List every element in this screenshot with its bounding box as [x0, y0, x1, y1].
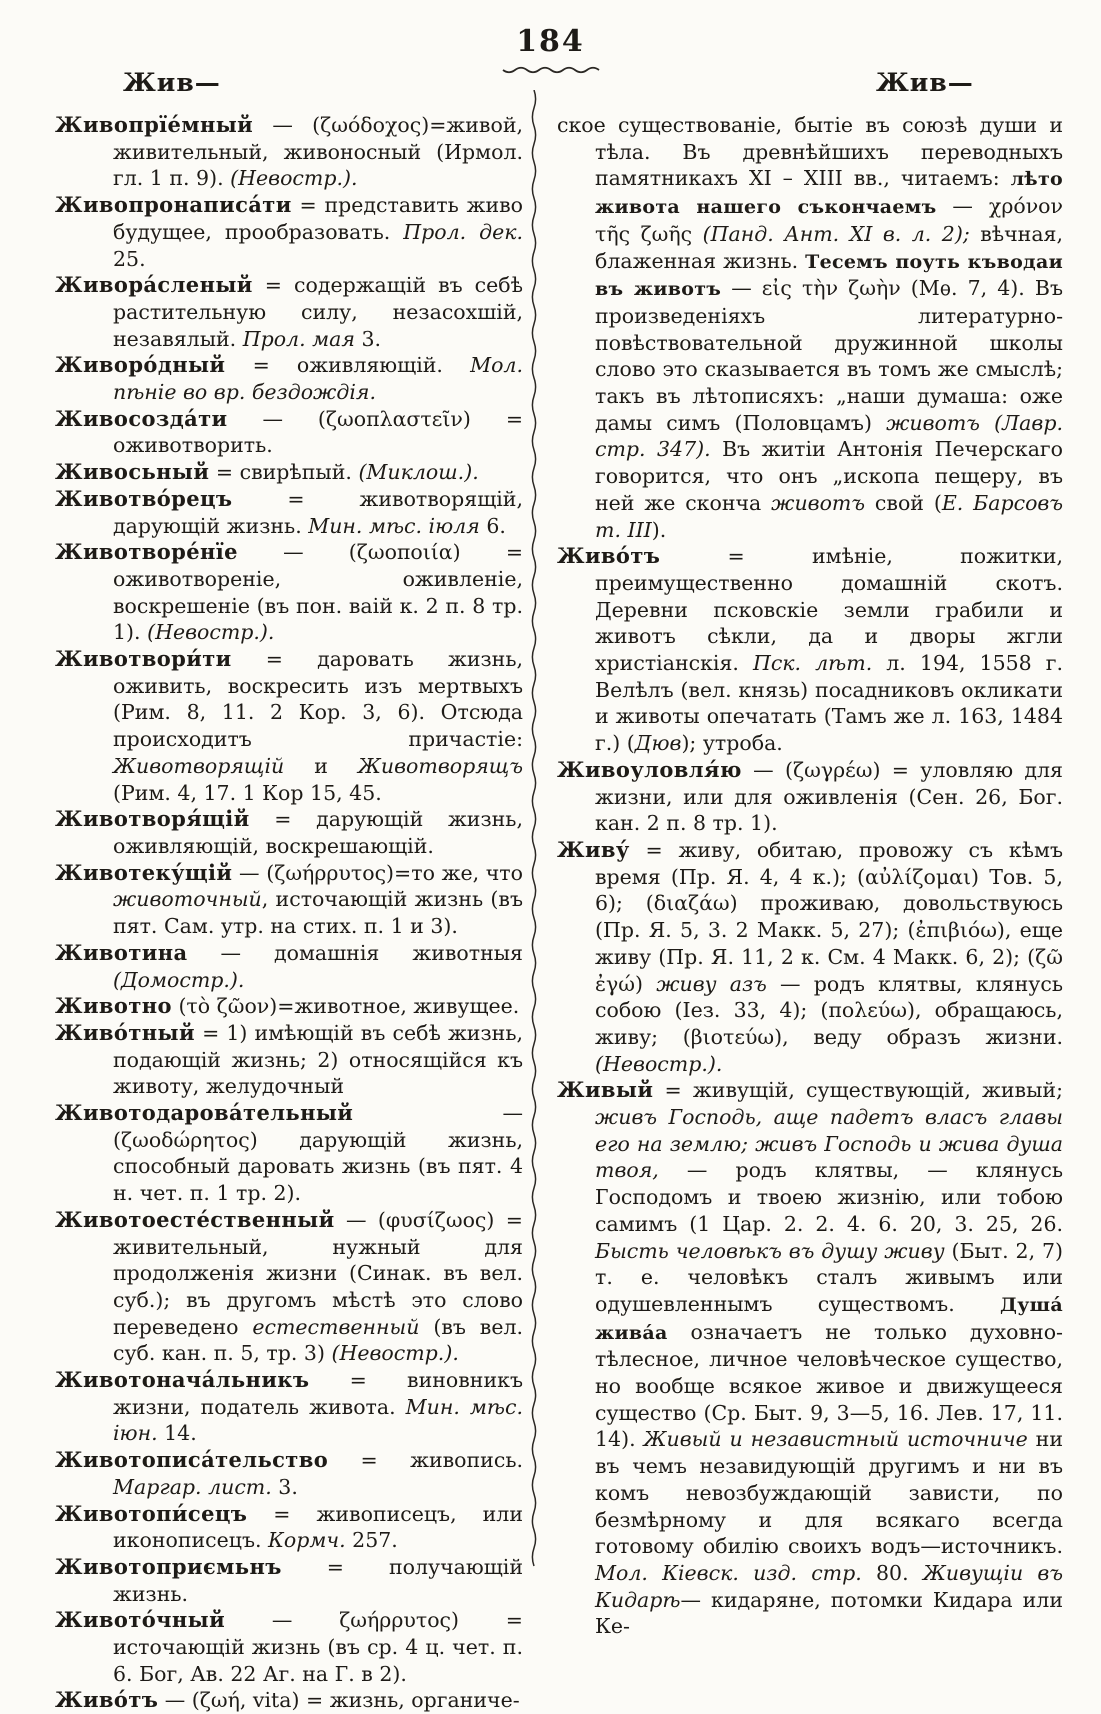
entry-text-segment: Прол. мая [242, 326, 355, 351]
entry-text-segment: (Невостр.). [147, 620, 275, 645]
entry-text-segment: 3. [271, 1474, 298, 1499]
entry-headword: Живопрїе́мный [55, 112, 254, 137]
dictionary-entry [55, 940, 523, 993]
entry-text-segment: 80. [861, 1560, 923, 1585]
entry-headword: Живо́тный [55, 1019, 195, 1045]
entry-text-segment: вѣчная, блаженная жизнь. [595, 221, 1063, 273]
entry-text-segment: Душа́ жива́а [595, 1293, 1063, 1344]
dictionary-entry [557, 112, 1063, 543]
entry-text-segment: , источающій жизнь (въ пят. Сам. утр. на стих. п. 1 и 3). [113, 887, 523, 939]
column-right-entries [557, 112, 1063, 1640]
entry-headword: Животворе́нїе [55, 539, 238, 565]
dictionary-entry [55, 1207, 523, 1367]
entry-text-segment: — кидаряне, потомки Кидара или Ке- [595, 1587, 1063, 1639]
entry-text-segment: л. 194, 1558 г. Велѣлъ (вел. князь) посадниковъ окликати и животы опечатать (Тамъ же л. 163, 1484 г.) ( [595, 651, 1063, 756]
dictionary-entry [55, 993, 523, 1020]
entry-text-segment: (Невостр.). [595, 1051, 723, 1076]
dictionary-entry [55, 1447, 523, 1500]
entry-text-segment: Кормч. [268, 1528, 346, 1553]
page-number-wavy-rule [501, 64, 601, 76]
dictionary-entry [557, 1077, 1063, 1640]
entry-text-segment: Дюв [634, 731, 682, 756]
dictionary-entry [55, 112, 523, 192]
column-left-entries [55, 112, 523, 1714]
running-head-right: Жив— [876, 68, 974, 97]
entry-headword: Животеку́щій [55, 859, 233, 885]
entry-headword: Живоуловля́ю [557, 756, 742, 782]
entry-text-segment: — (ζωοπλαστεῖν) = оживотворить. [113, 406, 523, 458]
entry-text-segment: = содержащій въ себѣ растительную силу, незасохшій, незавялый. [113, 273, 523, 351]
column-left [55, 112, 523, 1714]
entry-headword: Животвори́ти [55, 646, 232, 672]
entry-headword: Животопи́сецъ [55, 1500, 248, 1526]
page-number: 184 [516, 24, 585, 59]
entry-headword: Живора́сленый [55, 272, 253, 298]
entry-text-segment: — домашнія животныя [187, 940, 523, 965]
entry-text-segment: = представить живо будущее, прообразовать. [113, 193, 523, 244]
entry-headword: Живоро́дный [55, 352, 226, 378]
entry-headword: Живото́чный [55, 1607, 226, 1633]
entry-headword: Животворя́щій [55, 806, 250, 832]
entry-text-segment: животочный [113, 887, 262, 912]
dictionary-entry [55, 1367, 523, 1447]
dictionary-entry [55, 1687, 523, 1714]
dictionary-entry [557, 543, 1063, 757]
entry-text-segment: Е. Барсовъ т. III [595, 490, 1064, 542]
dictionary-entry [557, 757, 1063, 837]
dictionary-entry [55, 646, 523, 806]
entry-text-segment: 257. [345, 1528, 398, 1553]
entry-text-segment: живу азъ [656, 971, 767, 996]
entry-text-segment: ни въ чемъ незавидующій другимъ и ни въ комъ невозбуждающій зависти, по безмѣрному и для всякаго всегда готовому обилію своихъ водъ—источникъ. [595, 1427, 1063, 1559]
entry-text-segment: (Лавр. стр. 347). [595, 410, 1063, 462]
entry-text-segment: животъ [771, 490, 866, 515]
column-right [557, 112, 1063, 1640]
entry-text-segment: Тесемъ поуть къводаи въ животъ [595, 250, 1064, 301]
entry-text-segment: животъ [886, 410, 980, 435]
entry-text-segment: Въ житіи Антонія Печерскаго говорится, что онъ „ископа пещеру, въ ней же сконча [595, 437, 1063, 515]
entry-text-segment: — родъ клятвы, клянусь собою (Іез. 33, 4); (πολεύω), обращаюсь, живу; (βιοτεύω), веду образъ жизни. [595, 971, 1063, 1049]
entry-headword: Животво́рецъ [55, 485, 233, 511]
entry-text-segment: = 1) имѣющій въ себѣ жизнь, подающій жизнь; 2) относящійся къ животу, желудочный [113, 1020, 523, 1099]
entry-text-segment: и [284, 753, 358, 778]
entry-headword: Животоприємьнъ [55, 1553, 282, 1579]
entry-text-segment: = дарующій жизнь, оживляющій, воскрешающій. [113, 807, 523, 858]
entry-text-segment: — (ζωοδώρητος) дарующій жизнь, способный даровать жизнь (въ пят. 4 н. чет. п. 1 тр. 2). [113, 1101, 523, 1206]
dictionary-entry [55, 352, 523, 405]
entry-text-segment: ); утроба. [681, 731, 783, 756]
entry-text-segment: = получающій жизнь. [113, 1554, 523, 1606]
entry-text-segment: = животворящій, дарующій жизнь. [113, 486, 523, 538]
dictionary-entry [55, 806, 523, 859]
entry-text-segment: = свирѣпый. [209, 460, 359, 485]
entry-text-segment: 14. [157, 1421, 197, 1446]
entry-headword: Живопронаписа́ти [55, 192, 292, 218]
dictionary-entry [55, 1607, 523, 1687]
dictionary-entry [55, 192, 523, 272]
entry-text-segment: — (ζωή, vita) = жизнь, органиче- [158, 1688, 520, 1713]
entry-text-segment: — (ζωήρρυτος)=то же, что [232, 860, 523, 885]
entry-text-segment: (Невостр.). [331, 1341, 459, 1366]
entry-text-segment: — ζωήρρυτος) = источающій жизнь (въ ср. 4 ц. чет. п. 6. Бог, Ав. 22 Аг. на Г. в 2). [113, 1608, 523, 1686]
entry-headword: Живосьный [55, 459, 210, 485]
entry-text-segment: Пск. лѣт. [752, 651, 873, 676]
entry-text-segment: означаетъ не только духовно-тѣлесное, личное человѣческое существо, но вообще всякое живое и движущееся существо (Ср. Быт. 9, 3—5, 16. Лев. 17, 11. 14). [595, 1319, 1063, 1452]
entry-text-segment: — (ζωόδοχος)=живой, живительный, живоносный (Ирмол. гл. 1 п. 9). [113, 113, 523, 191]
entry-text-segment: Бысть человѣкъ въ душу живу [595, 1238, 945, 1263]
entry-text-segment: (Быт. 2, 7) т. е. человѣкъ сталъ живымъ или одушевленнымъ существомъ. [595, 1238, 1063, 1316]
entry-text-segment: = живопись. [328, 1448, 523, 1473]
entry-text-segment: Животворящій [113, 753, 285, 778]
running-head-left: Жив— [123, 68, 221, 97]
entry-text-segment: 3. [354, 326, 382, 351]
entry-text-segment: Мол. Кіевск. изд. стр. [595, 1560, 862, 1585]
entry-headword: Животописа́тельство [55, 1447, 329, 1473]
entry-text-segment: — (ζωοποιία) = оживотвореніе, оживленіе, воскрешеніе (въ пон. ваій к. 2 п. 8 тр. 1). [113, 540, 523, 645]
entry-text-segment: Мин. мѣс. іюн. [113, 1394, 523, 1446]
entry-text-segment: — εἰς τὴν ζωὴν (Мѳ. 7, 4). Въ произведеніяхъ литературно-повѣствовательной дружинной школы слово это сказывается въ томъ же смыслѣ; такъ въ лѣтописяхъ: „наши думаша: оже дамы симъ (Половцамъ) [595, 276, 1063, 435]
entry-text-segment: живъ Господь, аще падетъ власъ главы его на землю; живъ Господь и жива душа твоя, [595, 1105, 1063, 1183]
dictionary-entry [55, 1554, 523, 1607]
entry-headword: Живо́тъ [55, 1687, 159, 1713]
dictionary-entry [55, 406, 523, 459]
entry-text-segment: Мол. пѣніе во вр. бездождія. [113, 353, 523, 405]
entry-headword: Живый [557, 1077, 654, 1103]
dictionary-entry [55, 539, 523, 646]
entry-text-segment [980, 411, 994, 435]
entry-text-segment: = живописецъ, или иконописецъ. [113, 1501, 523, 1553]
entry-text-segment: (Миклош.). [358, 460, 479, 485]
entry-text-segment: (τὸ ζῶον)=животное, живущее. [171, 994, 520, 1019]
entry-headword: Живо́тъ [557, 543, 661, 569]
entry-headword: Животонача́льникъ [55, 1367, 310, 1393]
dictionary-entry [55, 1501, 523, 1554]
entry-text-segment: Маргар. лист. [113, 1474, 272, 1499]
entry-text-segment: 25. [113, 246, 146, 271]
dictionary-entry [55, 1020, 523, 1100]
entry-text-segment: = оживляющій. [225, 353, 471, 378]
entry-text-segment: — χρόνον τῆς ζωῆς [595, 194, 1063, 246]
entry-text-segment: = живущій, существующій, живый; [653, 1078, 1063, 1103]
entry-text-segment: (Рим. 4, 17. 1 Кор 15, 45. [113, 780, 382, 805]
entry-text-segment: Живый и независтный источниче [643, 1427, 1028, 1452]
entry-text-segment: = живу, обитаю, провожу съ кѣмъ время (Пр. Я. 4, 4 к.); (αὐλίζομαι) Тов. 5, 6); (διαζάω) проживаю, довольствуюсь (Пр. Я. 5, 3. 2 Макк. 5, 27); (ἐπιβιόω), еще живу (Пр. Я. 11, 2 к. См. 4 Макк. 6, 2); (ζῶ ἐγώ) [595, 837, 1063, 996]
dictionary-entry [55, 272, 523, 352]
entry-text-segment: — (φυσίζωος) = живительный, нужный для продолженія жизни (Синак. въ вел. суб.); въ другомъ мѣстѣ это слово переведено [113, 1207, 523, 1339]
dictionary-entry [55, 1100, 523, 1207]
entry-text-segment: Прол. дек. [403, 219, 523, 244]
entry-headword: Живу́ [557, 836, 630, 862]
entry-text-segment: естественный [252, 1314, 420, 1339]
column-divider [528, 90, 540, 1568]
entry-headword: Животодарова́тельный [55, 1100, 354, 1126]
entry-text-segment: Животворящъ [357, 753, 523, 778]
entry-text-segment: = даровать жизнь, оживить, воскресить изъ мертвыхъ (Рим. 8, 11. 2 Кор. 3, 6). Отсюда происходитъ причастіе: [113, 647, 523, 752]
entry-text-segment: (Домостр.). [113, 967, 245, 992]
entry-text-segment: Живущіи въ Кидарѣ [595, 1560, 1063, 1612]
dictionary-entry [55, 860, 523, 940]
entry-headword: Животоесте́ственный [55, 1206, 335, 1232]
entry-text-segment: (въ вел. суб. кан. п. 5, тр. 3) [113, 1314, 524, 1366]
dictionary-entry [55, 486, 523, 539]
entry-text-segment: ). [651, 517, 667, 542]
entry-text-segment: лѣто живота нашего съкончаемъ [595, 168, 1063, 219]
entry-text-segment: — родъ клятвы, — клянусь Господомъ и твоею жизнію, или тобою самимъ (1 Цар. 2. 2. 4. 6. 20, 3. 25, 26. [595, 1158, 1063, 1236]
entry-text-segment: — (ζωγρέω) = уловляю для жизни, или для оживленія (Сен. 26, Бог. кан. 2 п. 8 тр. 1). [595, 757, 1063, 836]
entry-text-segment: ское существованіе, бытіе въ союзѣ души и тѣла. Въ древнѣйшихъ переводныхъ памятникахъ XI – XIII вв., читаемъ: [557, 113, 1063, 191]
entry-text-segment: 6. [479, 513, 506, 538]
dictionary-entry [55, 459, 523, 486]
entry-text-segment: (Панд. Ант. XI в. л. 2); [702, 221, 970, 246]
entry-headword: Животно [55, 993, 172, 1019]
entry-headword: Животина [55, 939, 188, 965]
entry-text-segment: свой ( [865, 490, 942, 515]
entry-text-segment: Мин. мѣс. іюля [308, 513, 480, 538]
entry-text-segment: (Невостр.). [230, 166, 358, 191]
entry-text-segment: = виновникъ жизни, податель живота. [113, 1368, 523, 1419]
dictionary-entry [557, 837, 1063, 1077]
entry-headword: Живосозда́ти [55, 405, 228, 431]
entry-text-segment: = имѣніе, пожитки, преимущественно домашній скотъ. Деревни псковскіе земли грабили и животъ сѣкли, да и дворы жгли христіанскія. [595, 544, 1063, 676]
